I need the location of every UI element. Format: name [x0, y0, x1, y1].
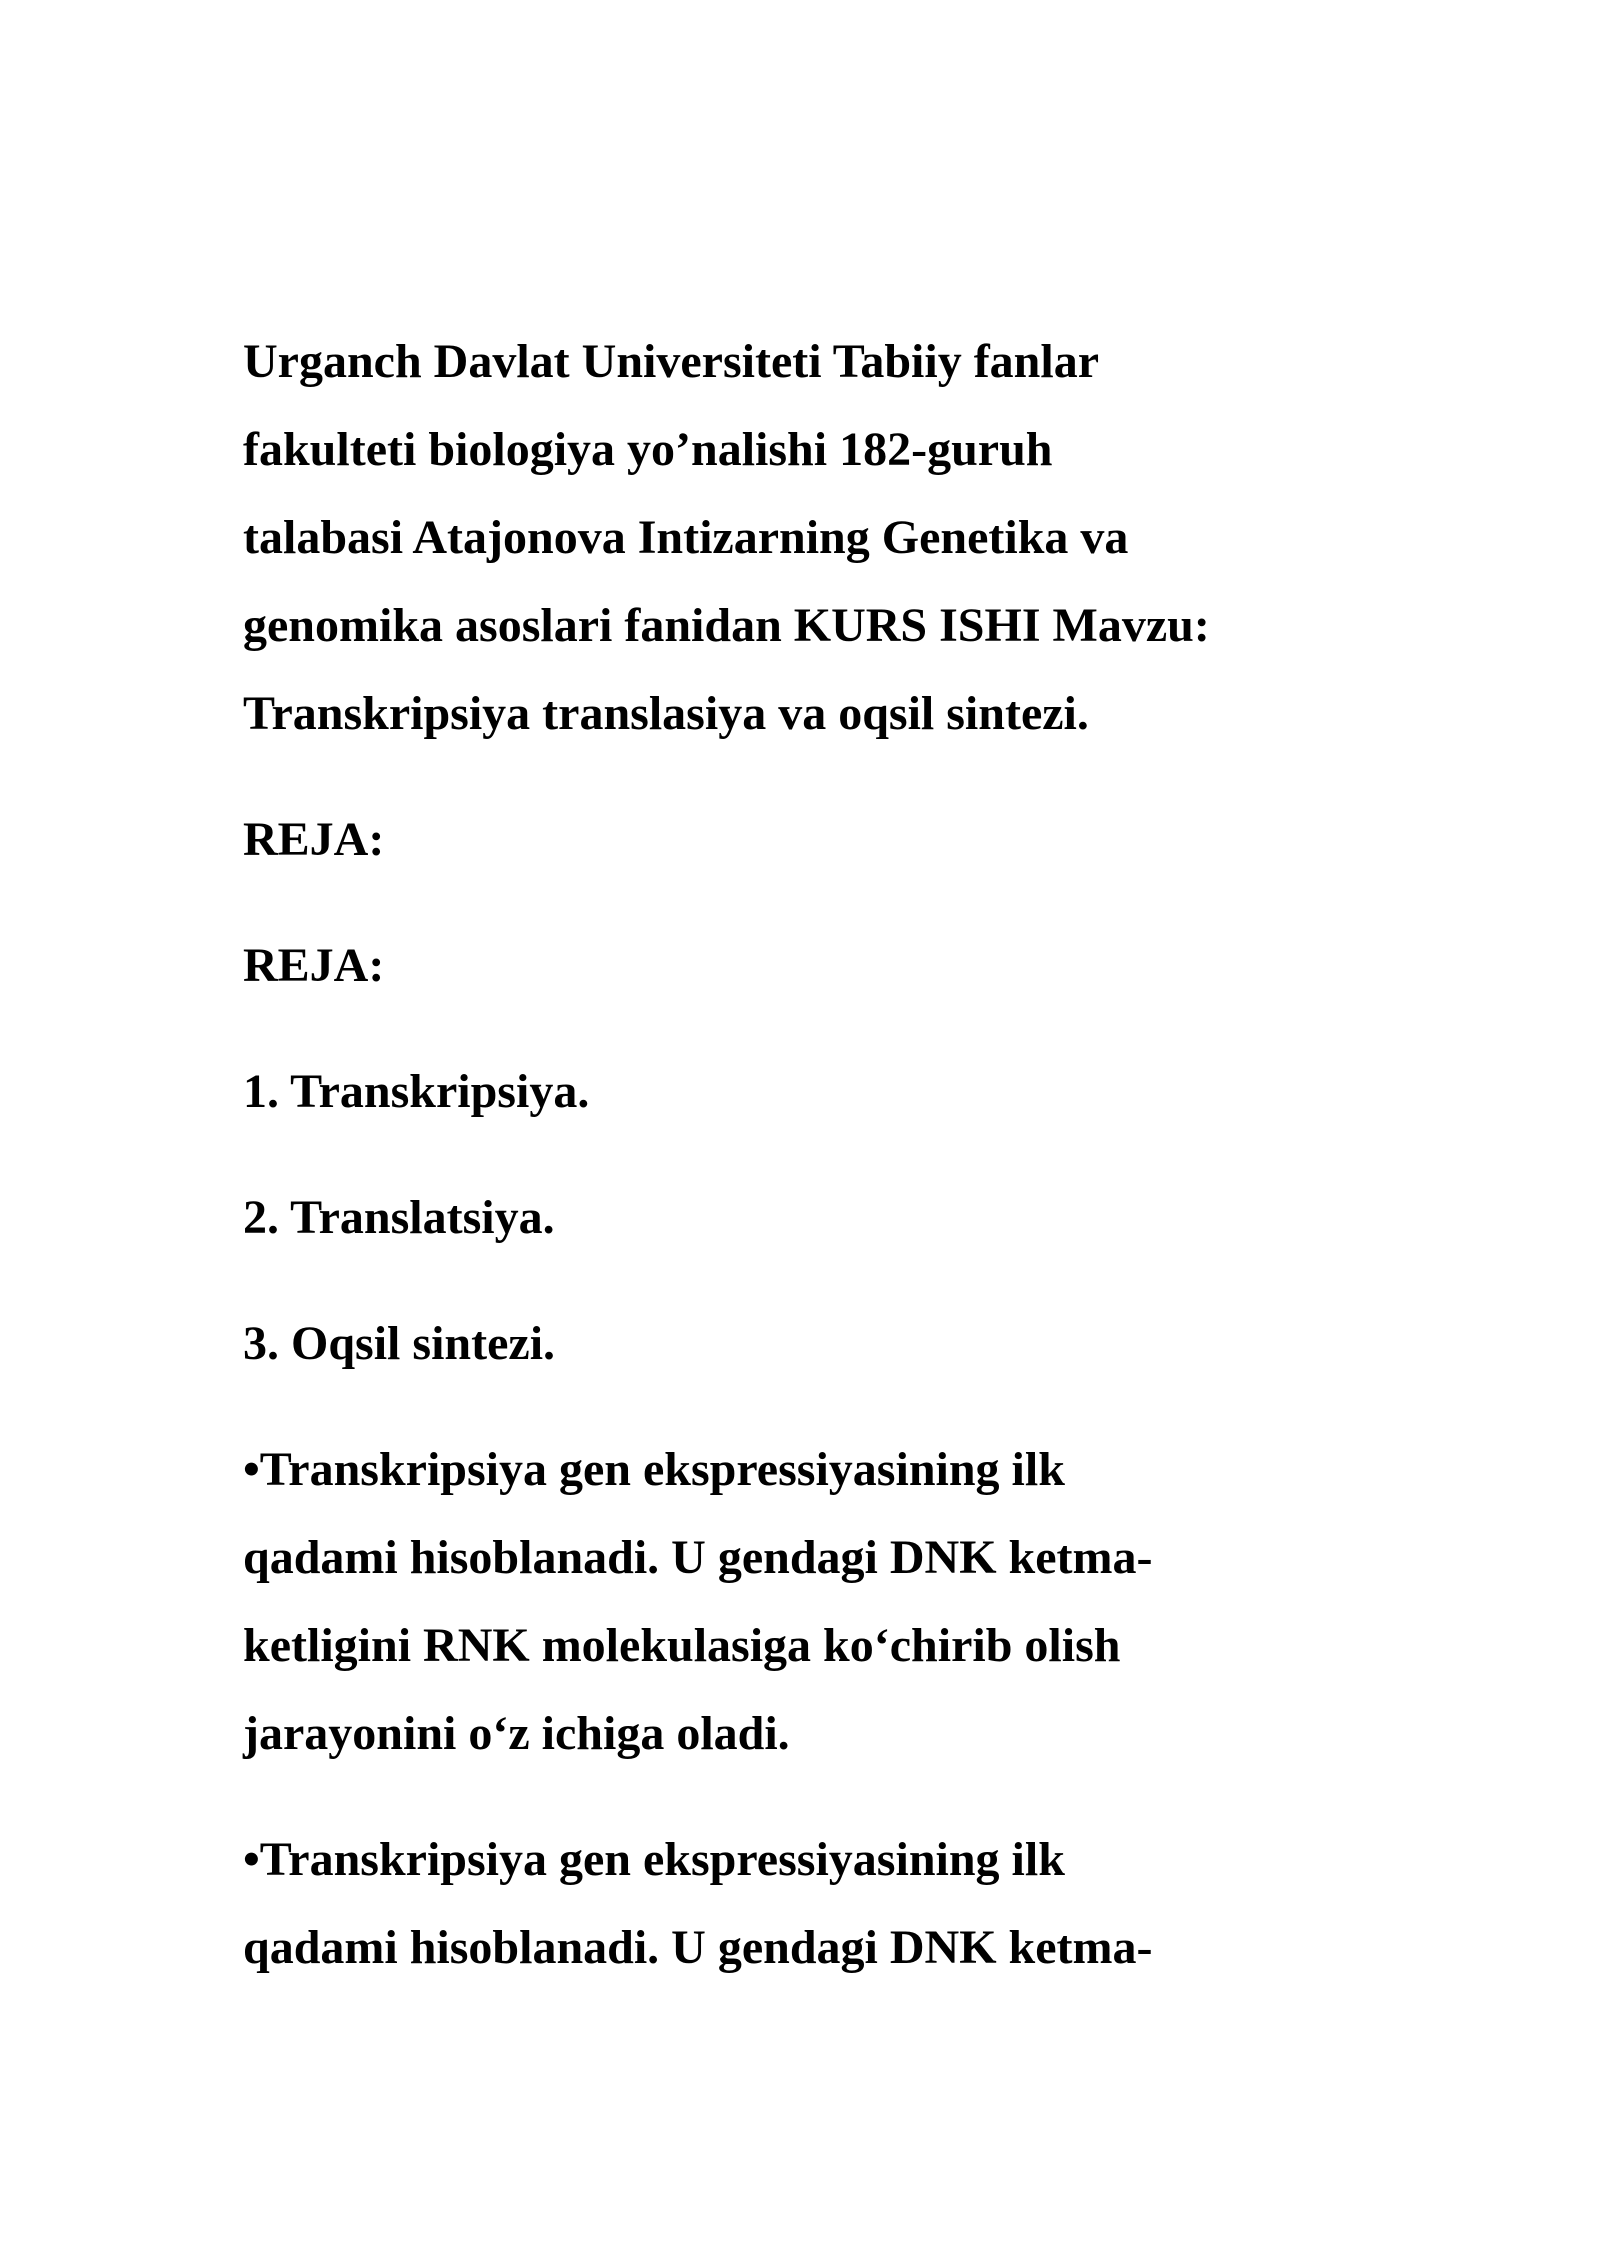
- bullet-paragraph-1: [243, 1426, 1430, 1778]
- text-line: fakulteti biologiya yo’nalishi 182-guruh: [243, 423, 1053, 476]
- text-line: 1. Transkripsiya.: [243, 1065, 590, 1118]
- text-line: •Transkripsiya gen ekspressiyasining ilk: [243, 1443, 1065, 1496]
- reja-heading-1: [243, 796, 1430, 884]
- list-item-3: [243, 1300, 1430, 1388]
- text-line: qadami hisoblanadi. U gendagi DNK ketma-: [243, 1921, 1153, 1974]
- list-item-2: [243, 1174, 1430, 1262]
- text-line: •Transkripsiya gen ekspressiyasining ilk: [243, 1833, 1065, 1886]
- text-line: Urganch Davlat Universiteti Tabiiy fanlar: [243, 335, 1100, 388]
- text-line: 2. Translatsiya.: [243, 1191, 555, 1244]
- text-line: ketligini RNK molekulasiga ko‘chirib olish: [243, 1619, 1121, 1672]
- reja-heading-2: [243, 922, 1430, 1010]
- text-line: genomika asoslari fanidan KURS ISHI Mavzu:: [243, 599, 1210, 652]
- text-line: talabasi Atajonova Intizarning Genetika va: [243, 511, 1129, 564]
- text-line: jarayonini o‘z ichiga oladi.: [243, 1707, 790, 1760]
- text-line: Transkripsiya translasiya va oqsil sintezi.: [243, 687, 1089, 740]
- document-body: [243, 318, 1430, 1992]
- text-line: REJA:: [243, 939, 385, 992]
- text-line: qadami hisoblanadi. U gendagi DNK ketma-: [243, 1531, 1153, 1584]
- bullet-paragraph-2: [243, 1816, 1430, 1992]
- text-line: REJA:: [243, 813, 385, 866]
- title-paragraph: [243, 318, 1430, 758]
- text-line: 3. Oqsil sintezi.: [243, 1317, 556, 1370]
- list-item-1: [243, 1048, 1430, 1136]
